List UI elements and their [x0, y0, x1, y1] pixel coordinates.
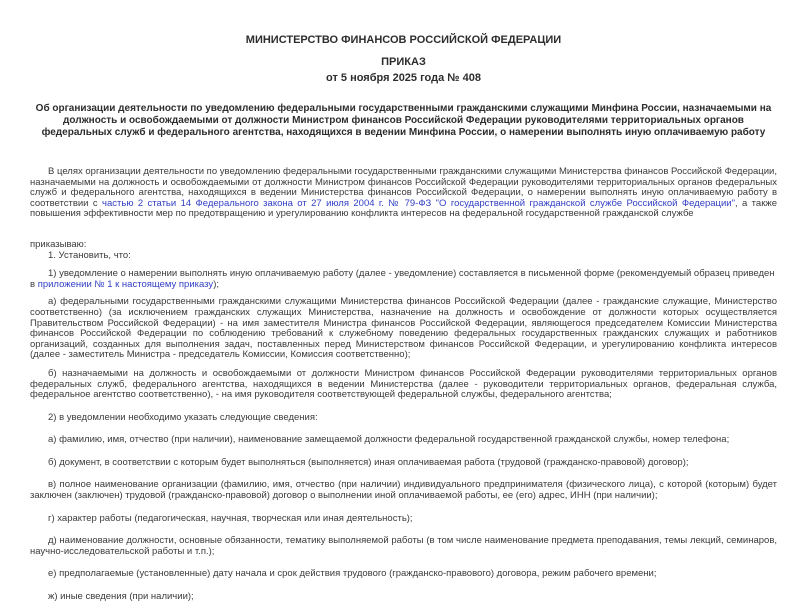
document-date-number: от 5 ноября 2025 года № 408	[326, 72, 481, 84]
subitem-1-paragraph	[30, 269, 777, 290]
annex-1-link[interactable]: приложении № 1 к настоящему приказу	[37, 278, 214, 290]
subitem-1-text-after-link: );	[213, 278, 219, 290]
subitem-2-header: 2) в уведомлении необходимо указать следующие сведения:	[48, 411, 318, 423]
detail-item-v: в) полное наименование организации (фамилию, имя, отчество (при наличии) индивидуального предпринимателя (физического лица), с которой (которым) будет заключен (заключен) трудовой (гражданско-правовой) договор о выполнении иной оплачиваемой работы, ее (его) адрес, ИНН (при наличии);	[30, 479, 777, 502]
intro-text-after-link: , а также повышения эффективности мер по предотвращению и урегулированию конфликта интересов на федеральной государственной гражданской службе	[30, 197, 778, 220]
subitem-1-text-before-link: 1) уведомление о намерении выполнять иную оплачиваемую работу (далее - уведомление) составляется в письменной форме (рекомендуемый образец приведен в	[30, 268, 775, 290]
detail-item-b: б) документ, в соответствии с которым будет выполняться (выполняется) иная оплачиваемая работа (трудовой (гражданско-правовой) договор);	[48, 456, 689, 468]
detail-item-e: е) предполагаемые (установленные) дату начала и срок действия трудового (гражданско-правового) договора, режим рабочего времени;	[48, 568, 657, 580]
detail-item-d: д) наименование должности, основные обязанности, тематику выполняемой работы (в том числе наименование предмета преподавания, темы лекций, семинаров, научно-исследовательской работы и т.п.);	[30, 535, 777, 557]
document-body	[30, 167, 777, 603]
intro-text-before-link: В целях организации деятельности по уведомлению федеральными государственными гражданскими служащими Министерства финансов Российской Федерации, назначаемыми на должность и освобождаемыми от должности Министром финансов Российской Федерации руководителями территориальных органов федеральных служб и федерального агентства, находящихся в ведении Министерства финансов Российской Федерации, о намерении выполнять иную оплачиваемую работу в соответствии с	[30, 166, 777, 209]
prikaz-word: приказываю:	[30, 238, 87, 250]
detail-item-zh: ж) иные сведения (при наличии);	[48, 591, 194, 603]
intro-paragraph	[30, 167, 777, 220]
paragraph-b-territorial-heads: б) назначаемыми на должность и освобождаемыми от должности Министром финансов Российской Федерации руководителями территориальных органов федеральных служб, федерального агентства, находящихся в ведении Министерства (далее - руководители территориальных органов, федеральная служба, федеральное агентство соответственно), - на имя руководителя соответствующей федеральной службы, федерального агентства;	[30, 367, 777, 401]
ministry-name: МИНИСТЕРСТВО ФИНАНСОВ РОССИЙСКОЙ ФЕДЕРАЦИИ	[245, 34, 562, 46]
detail-item-g: г) характер работы (педагогическая, научная, творческая или иная деятельность);	[48, 512, 413, 524]
document-type: ПРИКАЗ	[381, 56, 426, 68]
paragraph-a-civil-servants: а) федеральными государственными гражданскими служащими Министерства финансов Российской Федерации (далее - гражданские служащие, Министерство соответственно) (за исключением гражданских служащих Министерства, назначение на должность и освобождение от должности которых осуществляется Правительством Российской Федерации) - на имя заместителя Министра финансов Российской Федерации, являющегося председателем Комиссии Министерства финансов Российской Федерации по соблюдению требований к служебному поведению федеральных государственных гражданских служащих и работников организаций, созданных для выполнения задач, поставленных перед Министерством финансов Российской Федерации, и урегулированию конфликта интересов (далее - заместитель Министра - председатель Комиссии, Комиссия соответственно);	[30, 296, 777, 361]
law-79fz-link[interactable]: частью 2 статьи 14 Федерального закона от 27 июля 2004 г. № 79-ФЗ "О государственной гражданской службе Российской Федерации"	[102, 197, 735, 209]
detail-item-a: а) фамилию, имя, отчество (при наличии), наименование замещаемой должности федеральной государственной гражданской службы, номер телефона;	[48, 434, 730, 446]
document-title: Об организации деятельности по уведомлению федеральными государственными гражданскими служащими Минфина России, назначаемыми на должность и освобождаемыми от должности Министром финансов Российской Федерации руководителями территориальных органов федеральных служб и федерального агентства, находящихся в ведении Минфина России, о намерении выполнять иную оплачиваемую работу	[35, 103, 772, 138]
document-header	[30, 34, 777, 85]
item-1-header: 1. Установить, что:	[48, 249, 131, 261]
